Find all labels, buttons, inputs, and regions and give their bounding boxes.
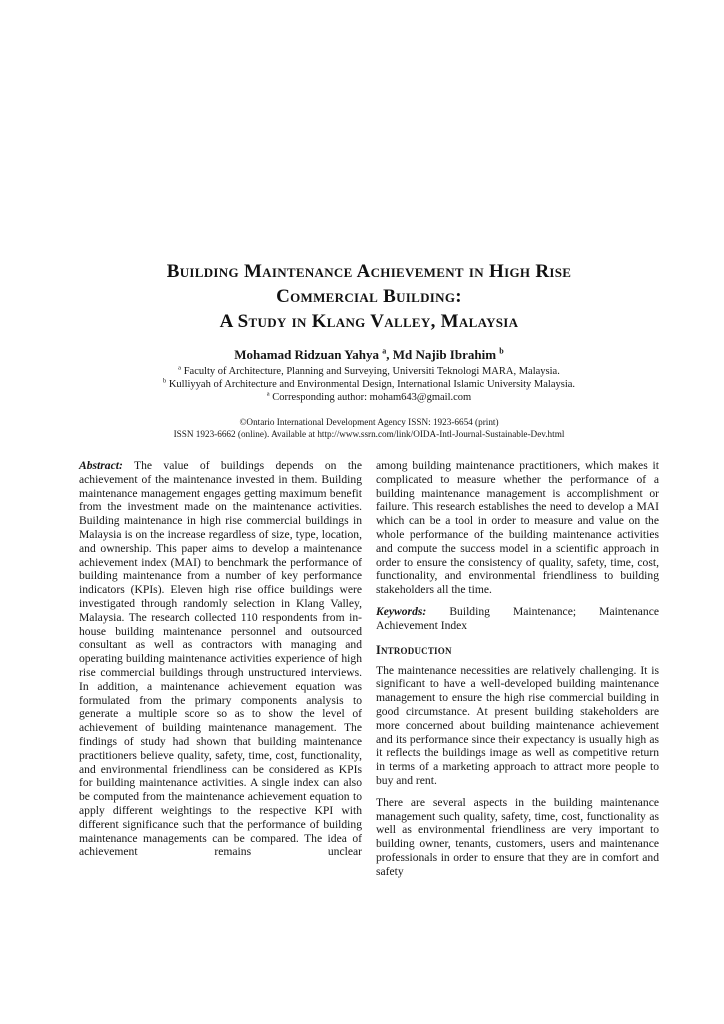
two-column-body [79, 459, 659, 887]
affiliation-1 [79, 365, 659, 378]
keywords-paragraph [376, 605, 659, 633]
affiliation-2 [79, 378, 659, 391]
abstract-text-left: The value of buildings depends on the achievement of the maintenance invested in them. Building maintenance management engages getting maximum benefit from the investment made on the maintenance activities. Building maintenance in high rise commercial buildings in Malaysia is on the increase regardless of size, type, location, and ownership. This paper aims to develop a maintenance achievement index (MAI) to benchmark the performance of building maintenance from a number of key performance indicators (KPIs). Eleven high rise office buildings were investigated through randomly selection in Klang Valley, Malaysia. The research collected 110 respondents from in-house building maintenance personnel and outsourced consultant as well as contractors with managing and operating building maintenance activities experience of high rise commercial buildings through unstructured interviews. In addition, a maintenance achievement equation was formulated from the primary components analysis to generate a multiple score so as to show the level of achievement of building maintenance management. The findings of study had shown that building maintenance practitioners believe quality, safety, time, cost, functionality, and environmental friendliness can be considered as KPIs for building maintenance activities. A single index can also be computed from the maintenance achievement equation to apply different weightings to the respective KPI with different significance such that the performance of building maintenance managements can be compared. The idea of achievement remains unclear [79, 459, 362, 859]
affiliation-2-superscript: b [162, 377, 167, 385]
publisher-issn-print-line: ©Ontario International Development Agency ISSN: 1923-6654 (print) [239, 417, 499, 427]
abstract-continuation: among building maintenance practitioners, which makes it complicated to measure whether the performance of a building maintenance management is accomplishment or failure. This research establishes the need to develop a MAI which can be a tool in order to measure and value on the whole performance of the building maintenance activities and compute the success model in a scientific approach in order to ensure the consistency of quality, safety, time, cost, functionality, and environmental friendliness to building stakeholders all the time. [376, 459, 659, 597]
corresponding-author-line [79, 391, 659, 404]
publisher-block [79, 417, 659, 440]
introduction-paragraph-2: There are several aspects in the building maintenance management such quality, safety, time, cost, functionality as well as environmental friendliness are very important to building owner, tenants, customers, users and maintenance professionals in order to ensure that they are in comfort and safety [376, 795, 659, 878]
affiliation-2-text: Kulliyyah of Architecture and Environmental Design, International Islamic University Malaysia. [168, 379, 576, 390]
title-line-3: A Study in Klang Valley, Malaysia [219, 311, 519, 332]
author-separator: , [386, 347, 393, 362]
publisher-issn-online-line: ISSN 1923-6662 (online). Available at http://www.ssrn.com/link/OIDA-Intl-Journal-Sustainable-Dev.html [173, 428, 565, 439]
keywords-label: Keywords: [376, 604, 427, 618]
author-1-superscript: a [382, 346, 387, 356]
title-line-2: Commercial Building: [276, 286, 462, 307]
title-line-1: Building Maintenance Achievement in High Rise [166, 261, 572, 282]
authors-line [79, 347, 659, 363]
author-2-superscript: b [499, 346, 504, 356]
keywords-text: Building Maintenance; Maintenance Achievement Index [376, 604, 660, 632]
affiliation-1-text: Faculty of Architecture, Planning and Surveying, Universiti Teknologi MARA, Malaysia. [183, 366, 560, 377]
introduction-heading: Introduction [376, 642, 452, 657]
author-name-1: Mohamad Ridzuan Yahya [234, 347, 379, 362]
affiliations-block [79, 365, 659, 404]
paper-title [79, 259, 659, 334]
author-name-2: Md Najib Ibrahim [392, 347, 497, 362]
abstract-label: Abstract: [79, 459, 123, 472]
introduction-paragraph-1: The maintenance necessities are relatively challenging. It is significant to have a well-developed building maintenance management to ensure the high rise commercial building in good circumstance. At present building stakeholders are more concerned about building maintenance achievement and its performance since their expectancy is usually high as it reflects the buildings image as well as competitive return in terms of a marketing approach to attract more people to buy and rent. [376, 663, 659, 787]
left-column [79, 459, 362, 887]
affiliation-1-superscript: a [178, 364, 182, 372]
right-column [376, 459, 659, 887]
abstract-paragraph [79, 459, 362, 859]
corresponding-author-text: Corresponding author: moham643@gmail.com [272, 392, 472, 403]
corresponding-author-superscript: a [266, 390, 270, 398]
